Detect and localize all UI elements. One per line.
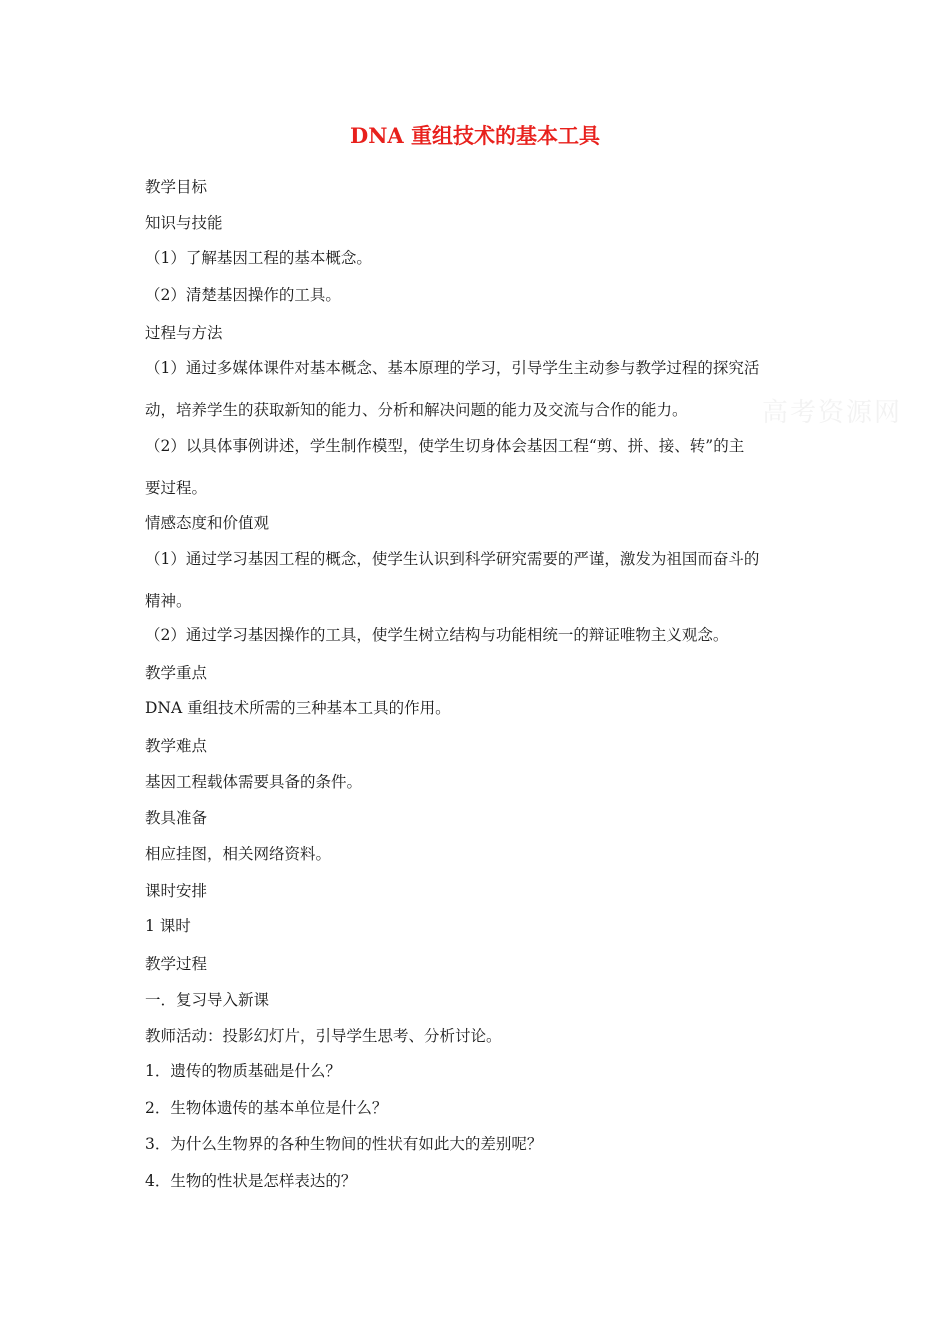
heading-teaching-process: 教学过程 bbox=[145, 955, 208, 973]
heading-knowledge-skills: 知识与技能 bbox=[145, 214, 223, 232]
paragraph: （2）清楚基因操作的工具。 bbox=[145, 286, 341, 304]
paragraph: 要过程。 bbox=[145, 479, 208, 497]
heading-teaching-aids: 教具准备 bbox=[145, 809, 208, 827]
paragraph: （1）通过学习基因工程的概念，使学生认识到科学研究需要的严谨，激发为祖国而奋斗的 bbox=[145, 550, 760, 568]
paragraph: （2）通过学习基因操作的工具，使学生树立结构与功能相统一的辩证唯物主义观念。 bbox=[145, 626, 729, 644]
heading-class-schedule: 课时安排 bbox=[145, 882, 208, 900]
document-title: DNA 重组技术的基本工具 bbox=[349, 123, 600, 148]
list-item: 4．生物的性状是怎样表达的？ bbox=[145, 1172, 357, 1190]
heading-difficult-points: 教学难点 bbox=[145, 737, 208, 755]
paragraph: 1 课时 bbox=[145, 917, 191, 935]
paragraph: （1）了解基因工程的基本概念。 bbox=[145, 249, 372, 267]
paragraph: （2）以具体事例讲述，学生制作模型，使学生切身体会基因工程“剪、拼、接、转”的主 bbox=[145, 437, 745, 455]
section-heading: 一．复习导入新课 bbox=[145, 991, 270, 1009]
heading-process-methods: 过程与方法 bbox=[145, 324, 223, 342]
list-item: 1．遗传的物质基础是什么？ bbox=[145, 1062, 341, 1080]
heading-key-points: 教学重点 bbox=[145, 664, 208, 682]
heading-emotion-values: 情感态度和价值观 bbox=[145, 514, 270, 532]
paragraph: 精神。 bbox=[145, 592, 192, 610]
paragraph: 教师活动：投影幻灯片，引导学生思考、分析讨论。 bbox=[145, 1027, 502, 1045]
paragraph: 相应挂图，相关网络资料。 bbox=[145, 845, 332, 863]
paragraph: DNA 重组技术所需的三种基本工具的作用。 bbox=[145, 699, 451, 717]
list-item: 3．为什么生物界的各种生物间的性状有如此大的差别呢？ bbox=[145, 1135, 543, 1153]
list-item: 2．生物体遗传的基本单位是什么？ bbox=[145, 1099, 388, 1117]
paragraph: （1）通过多媒体课件对基本概念、基本原理的学习，引导学生主动参与教学过程的探究活 bbox=[145, 359, 760, 377]
paragraph: 动，培养学生的获取新知的能力、分析和解决问题的能力及交流与合作的能力。 bbox=[145, 401, 688, 419]
paragraph: 基因工程载体需要具备的条件。 bbox=[145, 773, 363, 791]
watermark: 高考资源网 bbox=[762, 398, 903, 428]
heading-teaching-goals: 教学目标 bbox=[145, 178, 208, 196]
